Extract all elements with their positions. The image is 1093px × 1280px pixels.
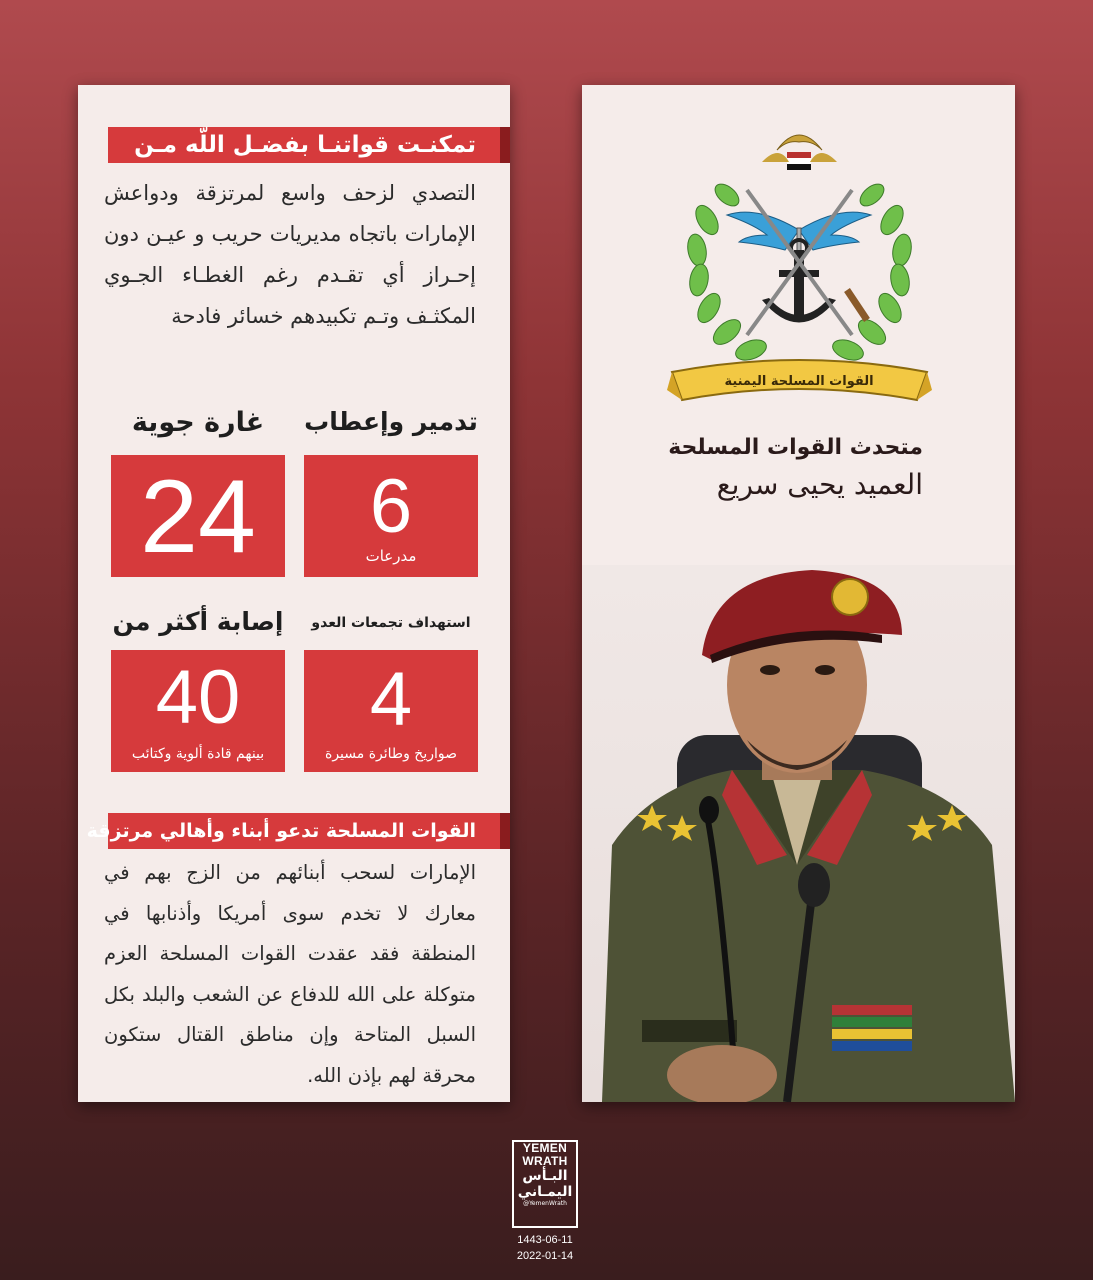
stat-label-airstrikes: غارة جوية — [131, 407, 265, 438]
stat-box-injured — [111, 650, 285, 772]
news-card — [78, 85, 510, 1102]
intro-paragraph: التصدي لزحف واسع لمرتزقة ودواعش الإمارات باتجاه مديريات حريب و عيـن دون إحـراز أي تقـدم رغم الغطـاء الجـوي المكثـف وتـم تكبيدهم خسائر فادحة — [104, 181, 476, 328]
logo-text-arabic-2: اليمـاني — [517, 1184, 573, 1200]
stat-label-destroyed: تدمير وإعطاب — [304, 407, 478, 436]
logo-handle: @YemenWrath — [523, 1200, 567, 1207]
stat-sub-injured: بينهم قادة ألوية وكتائب — [131, 746, 265, 762]
stat-box-airstrikes — [111, 455, 285, 577]
yemen-wrath-logo — [512, 1140, 578, 1228]
emblem-ribbon-text: القوات المسلحة اليمنية — [724, 374, 874, 389]
stat-value-airstrikes: 24 — [140, 459, 256, 575]
stat-sub-targeting: صواريخ وطائرة مسيرة — [324, 746, 457, 762]
hijri-date: 1443-06-11 — [517, 1234, 573, 1246]
spokesman-card — [582, 85, 1015, 1102]
stat-value-injured: 40 — [155, 655, 241, 740]
call-banner: القوات المسلحة تدعو أبناء وأهالي مرتزقة — [108, 813, 510, 849]
spokesman-portrait-icon — [582, 565, 1015, 1102]
stat-value-targeting: 4 — [369, 657, 413, 742]
spokesman-title: متحدث القوات المسلحة — [668, 435, 923, 460]
logo-text-arabic-1: البـأس — [522, 1168, 568, 1184]
stat-sub-destroyed: مدرعات — [365, 547, 417, 565]
stat-box-destroyed — [304, 455, 478, 577]
stat-value-destroyed: 6 — [369, 464, 413, 549]
armed-forces-emblem — [667, 110, 932, 410]
spokesman-name: العميد يحيى سريع — [716, 468, 923, 501]
intro-banner: تمكنـت قواتنـا بفضـل اللّه مـن — [108, 127, 510, 163]
stat-label-injured: إصابة أكثر من — [112, 607, 284, 636]
spokesman-photo — [582, 565, 1015, 1102]
call-paragraph: الإمارات لسحب أبنائهم من الزج بهم في معارك لا تخدم سوى أمريكا وأذنابها في المنطقة فقد عقدت القوات المسلحة العزم متوكلة على الله للدفاع عن الشعب والبلد بكل السبل المتاحة وإن مناطق القتال ستكون محرقة لهم بإذن الله. — [104, 861, 476, 1087]
stat-label-targeting: استهداف تجمعات العدو — [311, 615, 471, 631]
gregorian-date: 2022-01-14 — [516, 1250, 574, 1262]
logo-text-yemen: YEMEN — [522, 1141, 568, 1155]
logo-text-wrath: WRATH — [522, 1154, 568, 1168]
emblem-icon — [667, 110, 932, 410]
stat-box-targeting — [304, 650, 478, 772]
